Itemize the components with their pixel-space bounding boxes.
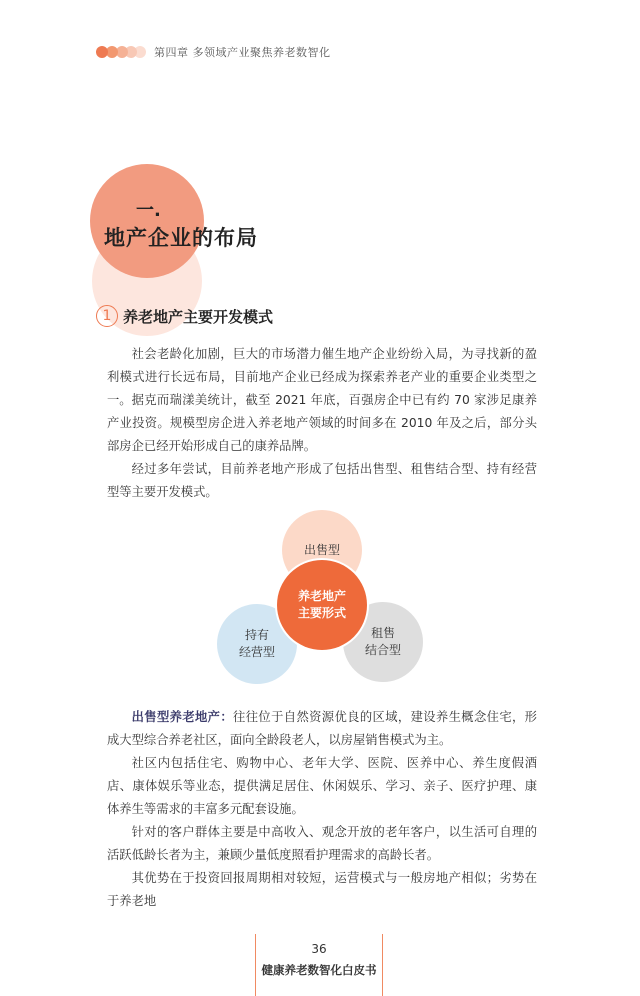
development-mode-diagram — [215, 510, 425, 686]
diagram-circle-sale: 出售型 — [282, 510, 362, 590]
paragraph-lead: 出售型养老地产： — [131, 710, 234, 724]
header-dots — [96, 46, 146, 58]
section-title: 地产企业的布局 — [104, 226, 258, 250]
diagram-circle-center: 养老地产 主要形式 — [277, 560, 367, 650]
subsection-number: 1 — [96, 305, 118, 327]
footer-title: 健康养老数智化白皮书 — [261, 963, 377, 977]
paragraph: 针对的客户群体主要是中高收入、观念开放的老年客户，以生活可自理的活跃低龄长者为主，兼顾少量低度照看护理需求的高龄长者。 — [107, 825, 537, 862]
paragraph — [107, 706, 537, 752]
paragraph: 社会老龄化加剧，巨大的市场潜力催生地产企业纷纷入局，为寻找新的盈利模式进行长远布局，目前地产企业已经成为探索养老产业的重要企业类型之一。 — [107, 347, 537, 407]
subsection-title: 养老地产主要开发模式 — [123, 307, 274, 326]
diagram-circle-rent-sale: 租售 结合型 — [343, 602, 423, 682]
section-number: 一. — [136, 200, 161, 221]
footer — [255, 934, 383, 996]
paragraph: 经过多年尝试，目前养老地产形成了包括出售型、租售结合型、持有经营型等主要开发模式。 — [107, 462, 537, 499]
paragraph: 据克而瑞漾美统计，截至 2021 年底，百强房企中已有约 70 家涉足康养产业投资。规模型房企进入养老地产领域的时间多在 2010 年及之后，部分头部房企已经开始形成自己的康养品牌。 — [107, 393, 537, 453]
subsection-heading — [96, 305, 273, 327]
paragraph: 其优势在于投资回报周期相对较短，运营模式与一般房地产相似；劣势在于养老地 — [107, 871, 537, 908]
diagram-circle-hold: 持有 经营型 — [217, 604, 297, 684]
paragraph: 社区内包括住宅、购物中心、老年大学、医院、医养中心、养生度假酒店、康体娱乐等业态，提供满足居住、休闲娱乐、学习、亲子、医疗护理、康体养生等需求的丰富多元配套设施。 — [107, 756, 537, 816]
running-header — [96, 44, 331, 60]
header-dot — [96, 46, 108, 58]
chapter-title: 第四章 多领域产业聚焦养老数智化 — [154, 46, 331, 59]
paragraph-text: 往往位于自然资源优良的区域，建设养生概念住宅，形成大型综合养老社区，面向全龄段老人，以房屋销售模式为主。 — [107, 710, 537, 747]
page-number: 36 — [311, 942, 327, 956]
